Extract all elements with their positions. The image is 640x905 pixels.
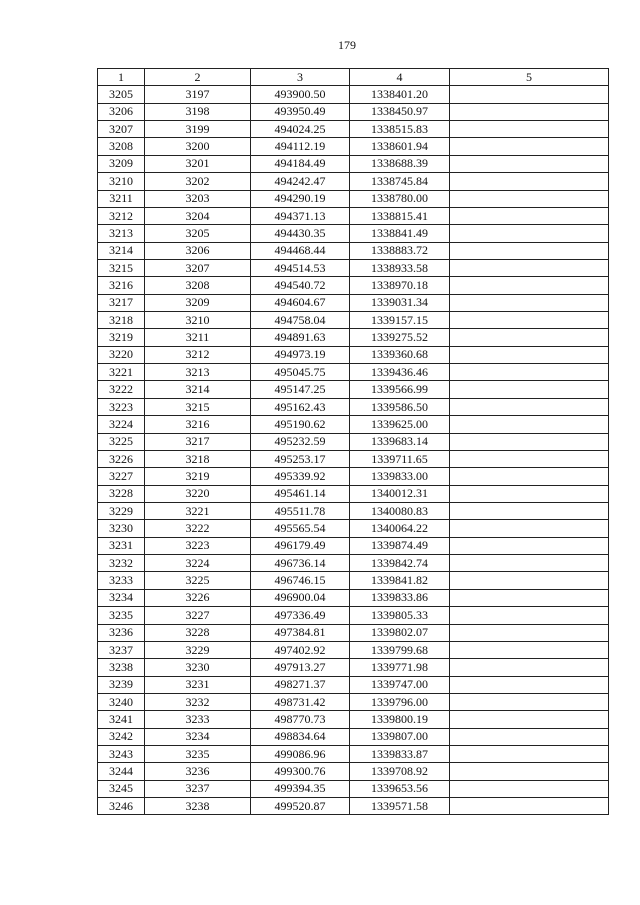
table-cell-col-5	[450, 121, 609, 138]
table-cell-col-3: 495190.62	[251, 416, 350, 433]
table-row	[98, 190, 609, 207]
table-cell-col-2: 3224	[145, 555, 251, 572]
table-cell-col-4: 1338401.20	[350, 86, 450, 103]
table-cell-col-1: 3246	[98, 798, 145, 815]
table-row	[98, 659, 609, 676]
table-cell-col-5	[450, 780, 609, 797]
table-cell-col-4: 1338815.41	[350, 207, 450, 224]
table-cell-col-2: 3231	[145, 676, 251, 693]
table-cell-col-4: 1339586.50	[350, 398, 450, 415]
table-row	[98, 502, 609, 519]
table-row	[98, 155, 609, 172]
table-cell-col-3: 494184.49	[251, 155, 350, 172]
table-cell-col-3: 495045.75	[251, 364, 350, 381]
table-cell-col-5	[450, 641, 609, 658]
table-cell-col-5	[450, 572, 609, 589]
table-cell-col-4: 1339683.14	[350, 433, 450, 450]
table-cell-col-5	[450, 589, 609, 606]
table-cell-col-1: 3226	[98, 450, 145, 467]
table-cell-col-4: 1339796.00	[350, 693, 450, 710]
table-row	[98, 520, 609, 537]
table-cell-col-3: 496746.15	[251, 572, 350, 589]
table-cell-col-4: 1339653.56	[350, 780, 450, 797]
table-cell-col-1: 3245	[98, 780, 145, 797]
table-cell-col-3: 497384.81	[251, 624, 350, 641]
table-cell-col-1: 3231	[98, 537, 145, 554]
table-cell-col-3: 494430.35	[251, 225, 350, 242]
table-body	[98, 86, 609, 815]
table-cell-col-3: 495162.43	[251, 398, 350, 415]
table-row	[98, 711, 609, 728]
table-row	[98, 468, 609, 485]
table-cell-col-4: 1338841.49	[350, 225, 450, 242]
table-cell-col-4: 1339031.34	[350, 294, 450, 311]
table-cell-col-4: 1339771.98	[350, 659, 450, 676]
table-cell-col-3: 498834.64	[251, 728, 350, 745]
table-row	[98, 693, 609, 710]
table-row	[98, 485, 609, 502]
table-row	[98, 450, 609, 467]
table-cell-col-2: 3215	[145, 398, 251, 415]
table-cell-col-3: 494371.13	[251, 207, 350, 224]
table-row	[98, 589, 609, 606]
table-cell-col-5	[450, 207, 609, 224]
table-cell-col-4: 1338970.18	[350, 277, 450, 294]
table-cell-col-4: 1339708.92	[350, 763, 450, 780]
table-cell-col-3: 494242.47	[251, 173, 350, 190]
table-cell-col-1: 3238	[98, 659, 145, 676]
table-cell-col-2: 3220	[145, 485, 251, 502]
table-row	[98, 86, 609, 103]
table-cell-col-5	[450, 746, 609, 763]
table-cell-col-5	[450, 693, 609, 710]
table-cell-col-1: 3228	[98, 485, 145, 502]
table-row	[98, 277, 609, 294]
table-cell-col-3: 494540.72	[251, 277, 350, 294]
table-cell-col-5	[450, 676, 609, 693]
table-cell-col-2: 3225	[145, 572, 251, 589]
table-row	[98, 173, 609, 190]
table-cell-col-3: 494891.63	[251, 329, 350, 346]
table-cell-col-3: 494973.19	[251, 346, 350, 363]
table-row	[98, 103, 609, 120]
table-cell-col-1: 3206	[98, 103, 145, 120]
table-cell-col-2: 3238	[145, 798, 251, 815]
table-cell-col-5	[450, 259, 609, 276]
table-cell-col-5	[450, 555, 609, 572]
header-row	[98, 69, 609, 86]
table-cell-col-2: 3212	[145, 346, 251, 363]
table-cell-col-4: 1339807.00	[350, 728, 450, 745]
table-cell-col-2: 3235	[145, 746, 251, 763]
table-cell-col-1: 3240	[98, 693, 145, 710]
table-cell-col-2: 3229	[145, 641, 251, 658]
table-row	[98, 364, 609, 381]
table-cell-col-4: 1338883.72	[350, 242, 450, 259]
table-cell-col-3: 495339.92	[251, 468, 350, 485]
table-cell-col-1: 3244	[98, 763, 145, 780]
table-cell-col-3: 494514.53	[251, 259, 350, 276]
table-row	[98, 398, 609, 415]
table-cell-col-3: 495461.14	[251, 485, 350, 502]
header-col-5: 5	[450, 69, 609, 86]
table-cell-col-3: 495253.17	[251, 450, 350, 467]
table-cell-col-3: 494112.19	[251, 138, 350, 155]
page-number: 179	[338, 38, 356, 52]
table-cell-col-5	[450, 312, 609, 329]
table-row	[98, 780, 609, 797]
table-cell-col-5	[450, 86, 609, 103]
table-cell-col-2: 3201	[145, 155, 251, 172]
table-cell-col-4: 1339800.19	[350, 711, 450, 728]
table-cell-col-2: 3228	[145, 624, 251, 641]
table-cell-col-2: 3200	[145, 138, 251, 155]
table-cell-col-3: 494468.44	[251, 242, 350, 259]
table-cell-col-1: 3243	[98, 746, 145, 763]
table-cell-col-4: 1338450.97	[350, 103, 450, 120]
table-cell-col-2: 3223	[145, 537, 251, 554]
table-cell-col-2: 3233	[145, 711, 251, 728]
table-row	[98, 572, 609, 589]
table-cell-col-3: 495147.25	[251, 381, 350, 398]
table-cell-col-4: 1338933.58	[350, 259, 450, 276]
table-cell-col-5	[450, 381, 609, 398]
table-cell-col-4: 1338688.39	[350, 155, 450, 172]
table-cell-col-2: 3216	[145, 416, 251, 433]
table-row	[98, 728, 609, 745]
table-cell-col-3: 495565.54	[251, 520, 350, 537]
table-cell-col-3: 496900.04	[251, 589, 350, 606]
header-col-1: 1	[98, 69, 145, 86]
table-cell-col-3: 499520.87	[251, 798, 350, 815]
table-cell-col-2: 3217	[145, 433, 251, 450]
table-row	[98, 798, 609, 815]
table-cell-col-3: 497402.92	[251, 641, 350, 658]
table-row	[98, 259, 609, 276]
table-cell-col-4: 1338601.94	[350, 138, 450, 155]
table-cell-col-4: 1339571.58	[350, 798, 450, 815]
table-cell-col-2: 3197	[145, 86, 251, 103]
table-cell-col-4: 1339833.86	[350, 589, 450, 606]
table-cell-col-2: 3205	[145, 225, 251, 242]
table-cell-col-5	[450, 346, 609, 363]
table-cell-col-1: 3216	[98, 277, 145, 294]
table-cell-col-4: 1339360.68	[350, 346, 450, 363]
table-cell-col-1: 3236	[98, 624, 145, 641]
table-cell-col-1: 3207	[98, 121, 145, 138]
table-cell-col-4: 1339275.52	[350, 329, 450, 346]
table-cell-col-1: 3218	[98, 312, 145, 329]
table-cell-col-5	[450, 329, 609, 346]
table-cell-col-5	[450, 190, 609, 207]
table-cell-col-2: 3232	[145, 693, 251, 710]
table-row	[98, 537, 609, 554]
table-row	[98, 207, 609, 224]
table-cell-col-1: 3241	[98, 711, 145, 728]
table-row	[98, 555, 609, 572]
table-cell-col-2: 3219	[145, 468, 251, 485]
table-cell-col-5	[450, 450, 609, 467]
table-cell-col-5	[450, 225, 609, 242]
table-cell-col-5	[450, 103, 609, 120]
table-cell-col-5	[450, 537, 609, 554]
table-cell-col-4: 1339802.07	[350, 624, 450, 641]
table-cell-col-5	[450, 624, 609, 641]
table-cell-col-3: 494024.25	[251, 121, 350, 138]
table-header	[98, 69, 609, 86]
table-cell-col-5	[450, 728, 609, 745]
table-cell-col-1: 3229	[98, 502, 145, 519]
table-cell-col-1: 3237	[98, 641, 145, 658]
table-cell-col-1: 3213	[98, 225, 145, 242]
table-cell-col-1: 3220	[98, 346, 145, 363]
table-cell-col-1: 3215	[98, 259, 145, 276]
table-cell-col-2: 3218	[145, 450, 251, 467]
table-row	[98, 641, 609, 658]
table-row	[98, 763, 609, 780]
table-cell-col-2: 3208	[145, 277, 251, 294]
table-cell-col-2: 3210	[145, 312, 251, 329]
table-cell-col-1: 3227	[98, 468, 145, 485]
table-cell-col-5	[450, 468, 609, 485]
table-cell-col-1: 3224	[98, 416, 145, 433]
table-cell-col-4: 1338745.84	[350, 173, 450, 190]
table-row	[98, 433, 609, 450]
table-cell-col-5	[450, 659, 609, 676]
table-row	[98, 624, 609, 641]
table-cell-col-2: 3211	[145, 329, 251, 346]
table-cell-col-5	[450, 502, 609, 519]
table-row	[98, 746, 609, 763]
table-cell-col-2: 3199	[145, 121, 251, 138]
table-cell-col-1: 3223	[98, 398, 145, 415]
table-cell-col-5	[450, 763, 609, 780]
table-cell-col-4: 1339625.00	[350, 416, 450, 433]
table-cell-col-2: 3234	[145, 728, 251, 745]
table-row	[98, 138, 609, 155]
table-cell-col-5	[450, 173, 609, 190]
table-cell-col-3: 494604.67	[251, 294, 350, 311]
table-cell-col-3: 493900.50	[251, 86, 350, 103]
table-cell-col-1: 3217	[98, 294, 145, 311]
table-cell-col-2: 3203	[145, 190, 251, 207]
table-cell-col-4: 1339841.82	[350, 572, 450, 589]
table-cell-col-4: 1340064.22	[350, 520, 450, 537]
table-cell-col-5	[450, 520, 609, 537]
table-cell-col-1: 3209	[98, 155, 145, 172]
table-cell-col-1: 3205	[98, 86, 145, 103]
table-row	[98, 416, 609, 433]
table-cell-col-2: 3226	[145, 589, 251, 606]
table-cell-col-5	[450, 607, 609, 624]
table-cell-col-1: 3232	[98, 555, 145, 572]
table-cell-col-4: 1338780.00	[350, 190, 450, 207]
table-row	[98, 294, 609, 311]
table-cell-col-3: 499086.96	[251, 746, 350, 763]
table-cell-col-1: 3234	[98, 589, 145, 606]
table-cell-col-4: 1339833.87	[350, 746, 450, 763]
table-cell-col-1: 3221	[98, 364, 145, 381]
table-cell-col-3: 496179.49	[251, 537, 350, 554]
table-cell-col-5	[450, 277, 609, 294]
table-cell-col-4: 1339874.49	[350, 537, 450, 554]
table-cell-col-3: 495232.59	[251, 433, 350, 450]
table-cell-col-5	[450, 433, 609, 450]
table-cell-col-4: 1339799.68	[350, 641, 450, 658]
table-cell-col-2: 3227	[145, 607, 251, 624]
table-cell-col-1: 3208	[98, 138, 145, 155]
header-col-2: 2	[145, 69, 251, 86]
table-row	[98, 329, 609, 346]
table-cell-col-4: 1340012.31	[350, 485, 450, 502]
table-cell-col-5	[450, 416, 609, 433]
table-row	[98, 312, 609, 329]
table-cell-col-1: 3225	[98, 433, 145, 450]
table-cell-col-3: 497336.49	[251, 607, 350, 624]
table-cell-col-2: 3204	[145, 207, 251, 224]
table-cell-col-3: 495511.78	[251, 502, 350, 519]
table-cell-col-4: 1339805.33	[350, 607, 450, 624]
table-cell-col-1: 3211	[98, 190, 145, 207]
table-cell-col-1: 3239	[98, 676, 145, 693]
table-cell-col-1: 3242	[98, 728, 145, 745]
table-cell-col-5	[450, 364, 609, 381]
table-row	[98, 225, 609, 242]
table-cell-col-5	[450, 711, 609, 728]
table-row	[98, 242, 609, 259]
table-cell-col-2: 3230	[145, 659, 251, 676]
table-cell-col-3: 493950.49	[251, 103, 350, 120]
table-row	[98, 607, 609, 624]
table-cell-col-2: 3206	[145, 242, 251, 259]
table-cell-col-2: 3202	[145, 173, 251, 190]
table-cell-col-5	[450, 294, 609, 311]
table-cell-col-2: 3213	[145, 364, 251, 381]
table-row	[98, 676, 609, 693]
table-cell-col-1: 3222	[98, 381, 145, 398]
table-cell-col-3: 498770.73	[251, 711, 350, 728]
table-cell-col-5	[450, 485, 609, 502]
table-cell-col-2: 3221	[145, 502, 251, 519]
table-row	[98, 121, 609, 138]
table-cell-col-2: 3209	[145, 294, 251, 311]
table-cell-col-2: 3214	[145, 381, 251, 398]
table-cell-col-1: 3230	[98, 520, 145, 537]
table-cell-col-3: 496736.14	[251, 555, 350, 572]
table-cell-col-4: 1339157.15	[350, 312, 450, 329]
table-cell-col-4: 1339747.00	[350, 676, 450, 693]
table-cell-col-5	[450, 398, 609, 415]
table-cell-col-3: 499394.35	[251, 780, 350, 797]
table-row	[98, 346, 609, 363]
table-cell-col-4: 1339833.00	[350, 468, 450, 485]
header-col-3: 3	[251, 69, 350, 86]
table-cell-col-1: 3235	[98, 607, 145, 624]
table-cell-col-4: 1339566.99	[350, 381, 450, 398]
table-cell-col-4: 1339842.74	[350, 555, 450, 572]
table-cell-col-5	[450, 155, 609, 172]
table-cell-col-4: 1339711.65	[350, 450, 450, 467]
table-cell-col-3: 498271.37	[251, 676, 350, 693]
header-col-4: 4	[350, 69, 450, 86]
table-cell-col-3: 494290.19	[251, 190, 350, 207]
table-cell-col-5	[450, 138, 609, 155]
table-cell-col-3: 497913.27	[251, 659, 350, 676]
table-row	[98, 381, 609, 398]
table-cell-col-1: 3210	[98, 173, 145, 190]
coordinates-table	[97, 68, 609, 815]
table-cell-col-1: 3214	[98, 242, 145, 259]
table-cell-col-3: 499300.76	[251, 763, 350, 780]
table-cell-col-4: 1338515.83	[350, 121, 450, 138]
table-cell-col-3: 494758.04	[251, 312, 350, 329]
table-cell-col-5	[450, 798, 609, 815]
table-cell-col-2: 3236	[145, 763, 251, 780]
table-cell-col-2: 3222	[145, 520, 251, 537]
table-cell-col-1: 3212	[98, 207, 145, 224]
table-cell-col-3: 498731.42	[251, 693, 350, 710]
table-cell-col-4: 1340080.83	[350, 502, 450, 519]
table-cell-col-2: 3237	[145, 780, 251, 797]
table-cell-col-1: 3219	[98, 329, 145, 346]
table-cell-col-4: 1339436.46	[350, 364, 450, 381]
table-cell-col-2: 3207	[145, 259, 251, 276]
table-cell-col-5	[450, 242, 609, 259]
table-cell-col-2: 3198	[145, 103, 251, 120]
table-cell-col-1: 3233	[98, 572, 145, 589]
